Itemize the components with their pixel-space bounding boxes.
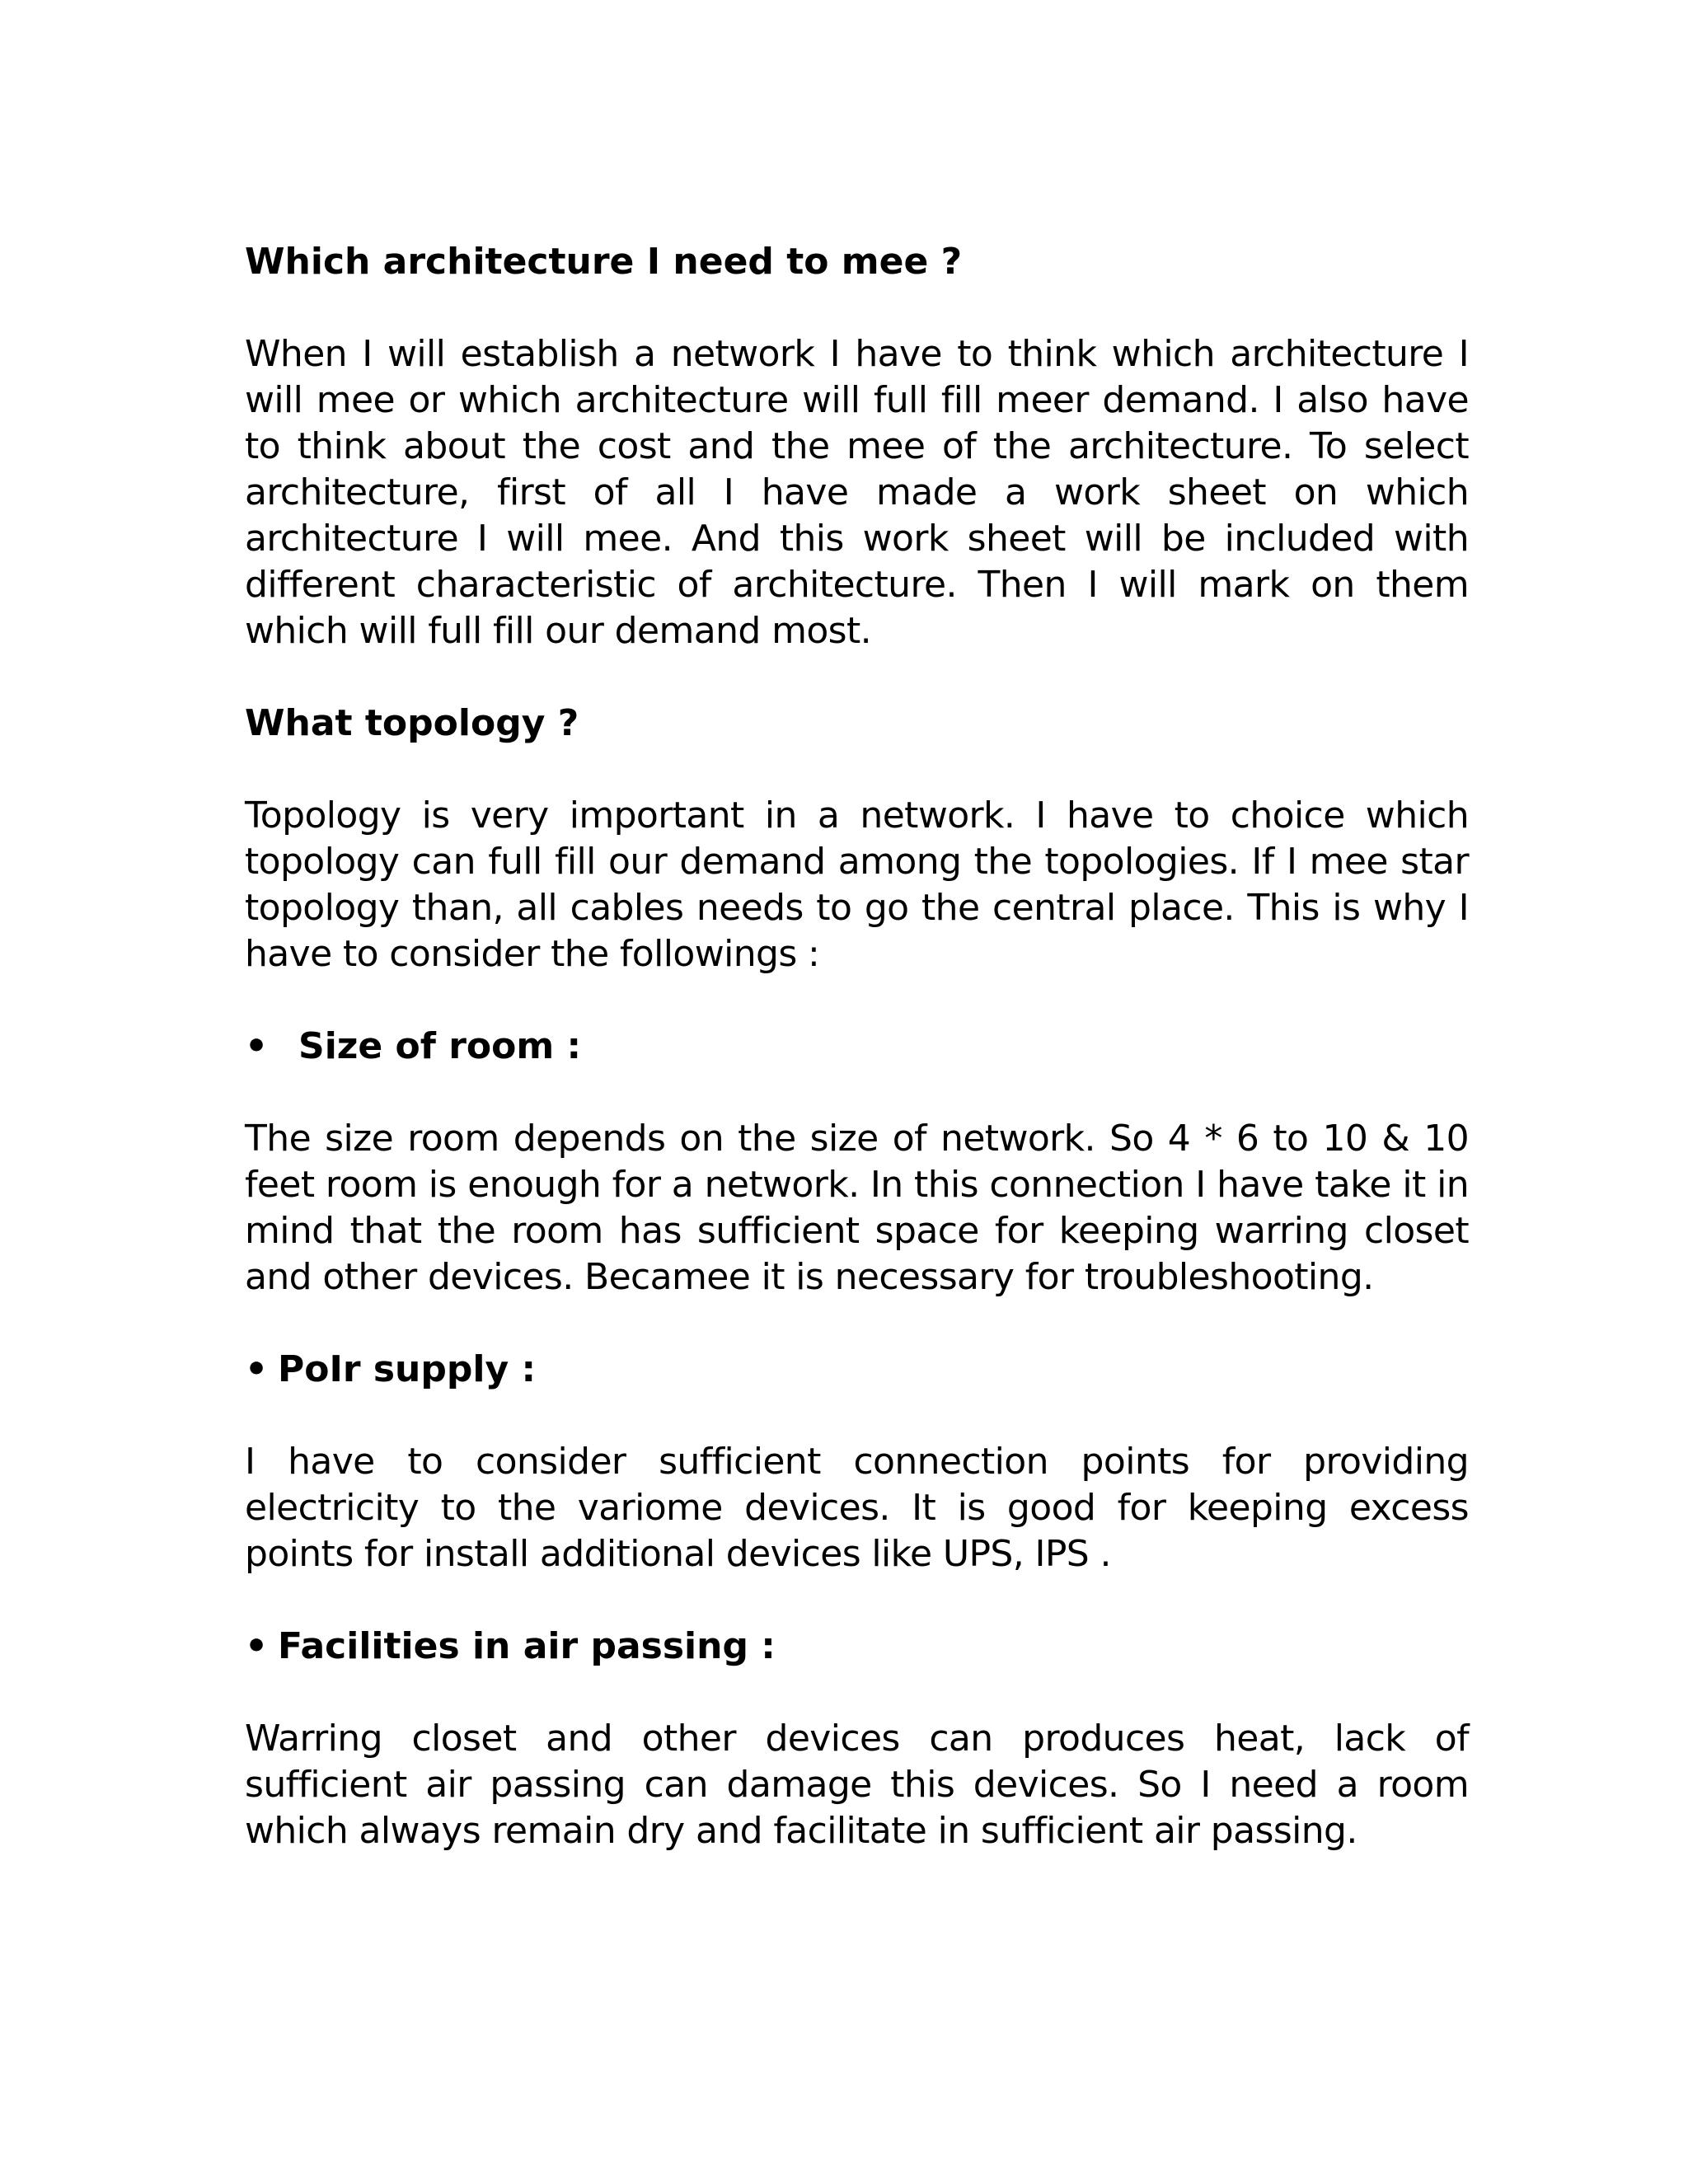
section-heading-topology: What topology ? bbox=[245, 702, 579, 744]
bullet-heading-text: PoIr supply : bbox=[278, 1348, 537, 1390]
bullet-heading-size-of-room bbox=[245, 1024, 1469, 1070]
section-heading-architecture: Which architecture I need to mee ? bbox=[245, 241, 963, 283]
bullet-marker: • bbox=[245, 1625, 269, 1667]
bullet-heading-power-supply bbox=[245, 1347, 1469, 1393]
bullet-heading-text: Size of room : bbox=[298, 1025, 582, 1067]
paragraph-size-of-room: The size room depends on the size of network. So 4 * 6 to 10 & 10 feet room is enough for a network. In this connection I have take it in mind that the room has sufficient space for keeping warring closet and other devices. Becamee it is necessary for troubleshooting. bbox=[245, 1118, 1469, 1298]
bullet-heading-air-passing bbox=[245, 1624, 1469, 1670]
bullet-heading-text: Facilities in air passing : bbox=[278, 1625, 776, 1667]
bullet-marker: • bbox=[245, 1025, 269, 1067]
paragraph-power-supply: I have to consider sufficient connection points for providing electricity to the variome devices. It is good for keeping excess points for install additional devices like UPS, IPS . bbox=[245, 1441, 1469, 1575]
paragraph-air-passing: Warring closet and other devices can produces heat, lack of sufficient air passing can damage this devices. So I need a room which always remain dry and facilitate in sufficient air passing. bbox=[245, 1718, 1469, 1852]
bullet-marker: • bbox=[245, 1348, 269, 1390]
document-page bbox=[245, 239, 1469, 1900]
paragraph-topology: Topology is very important in a network. I have to choice which topology can full fill our demand among the topologies. If I mee star topology than, all cables needs to go the central place. This is why I have to consider the followings : bbox=[245, 794, 1469, 975]
paragraph-architecture: When I will establish a network I have to think which architecture I will mee or which architecture will full fill meer demand. I also have to think about the cost and the mee of the architecture. To select architecture, first of all I have made a work sheet on which architecture I will mee. And this work sheet will be included with different characteristic of architecture. Then I will mark on them which will full fill our demand most. bbox=[245, 333, 1469, 652]
